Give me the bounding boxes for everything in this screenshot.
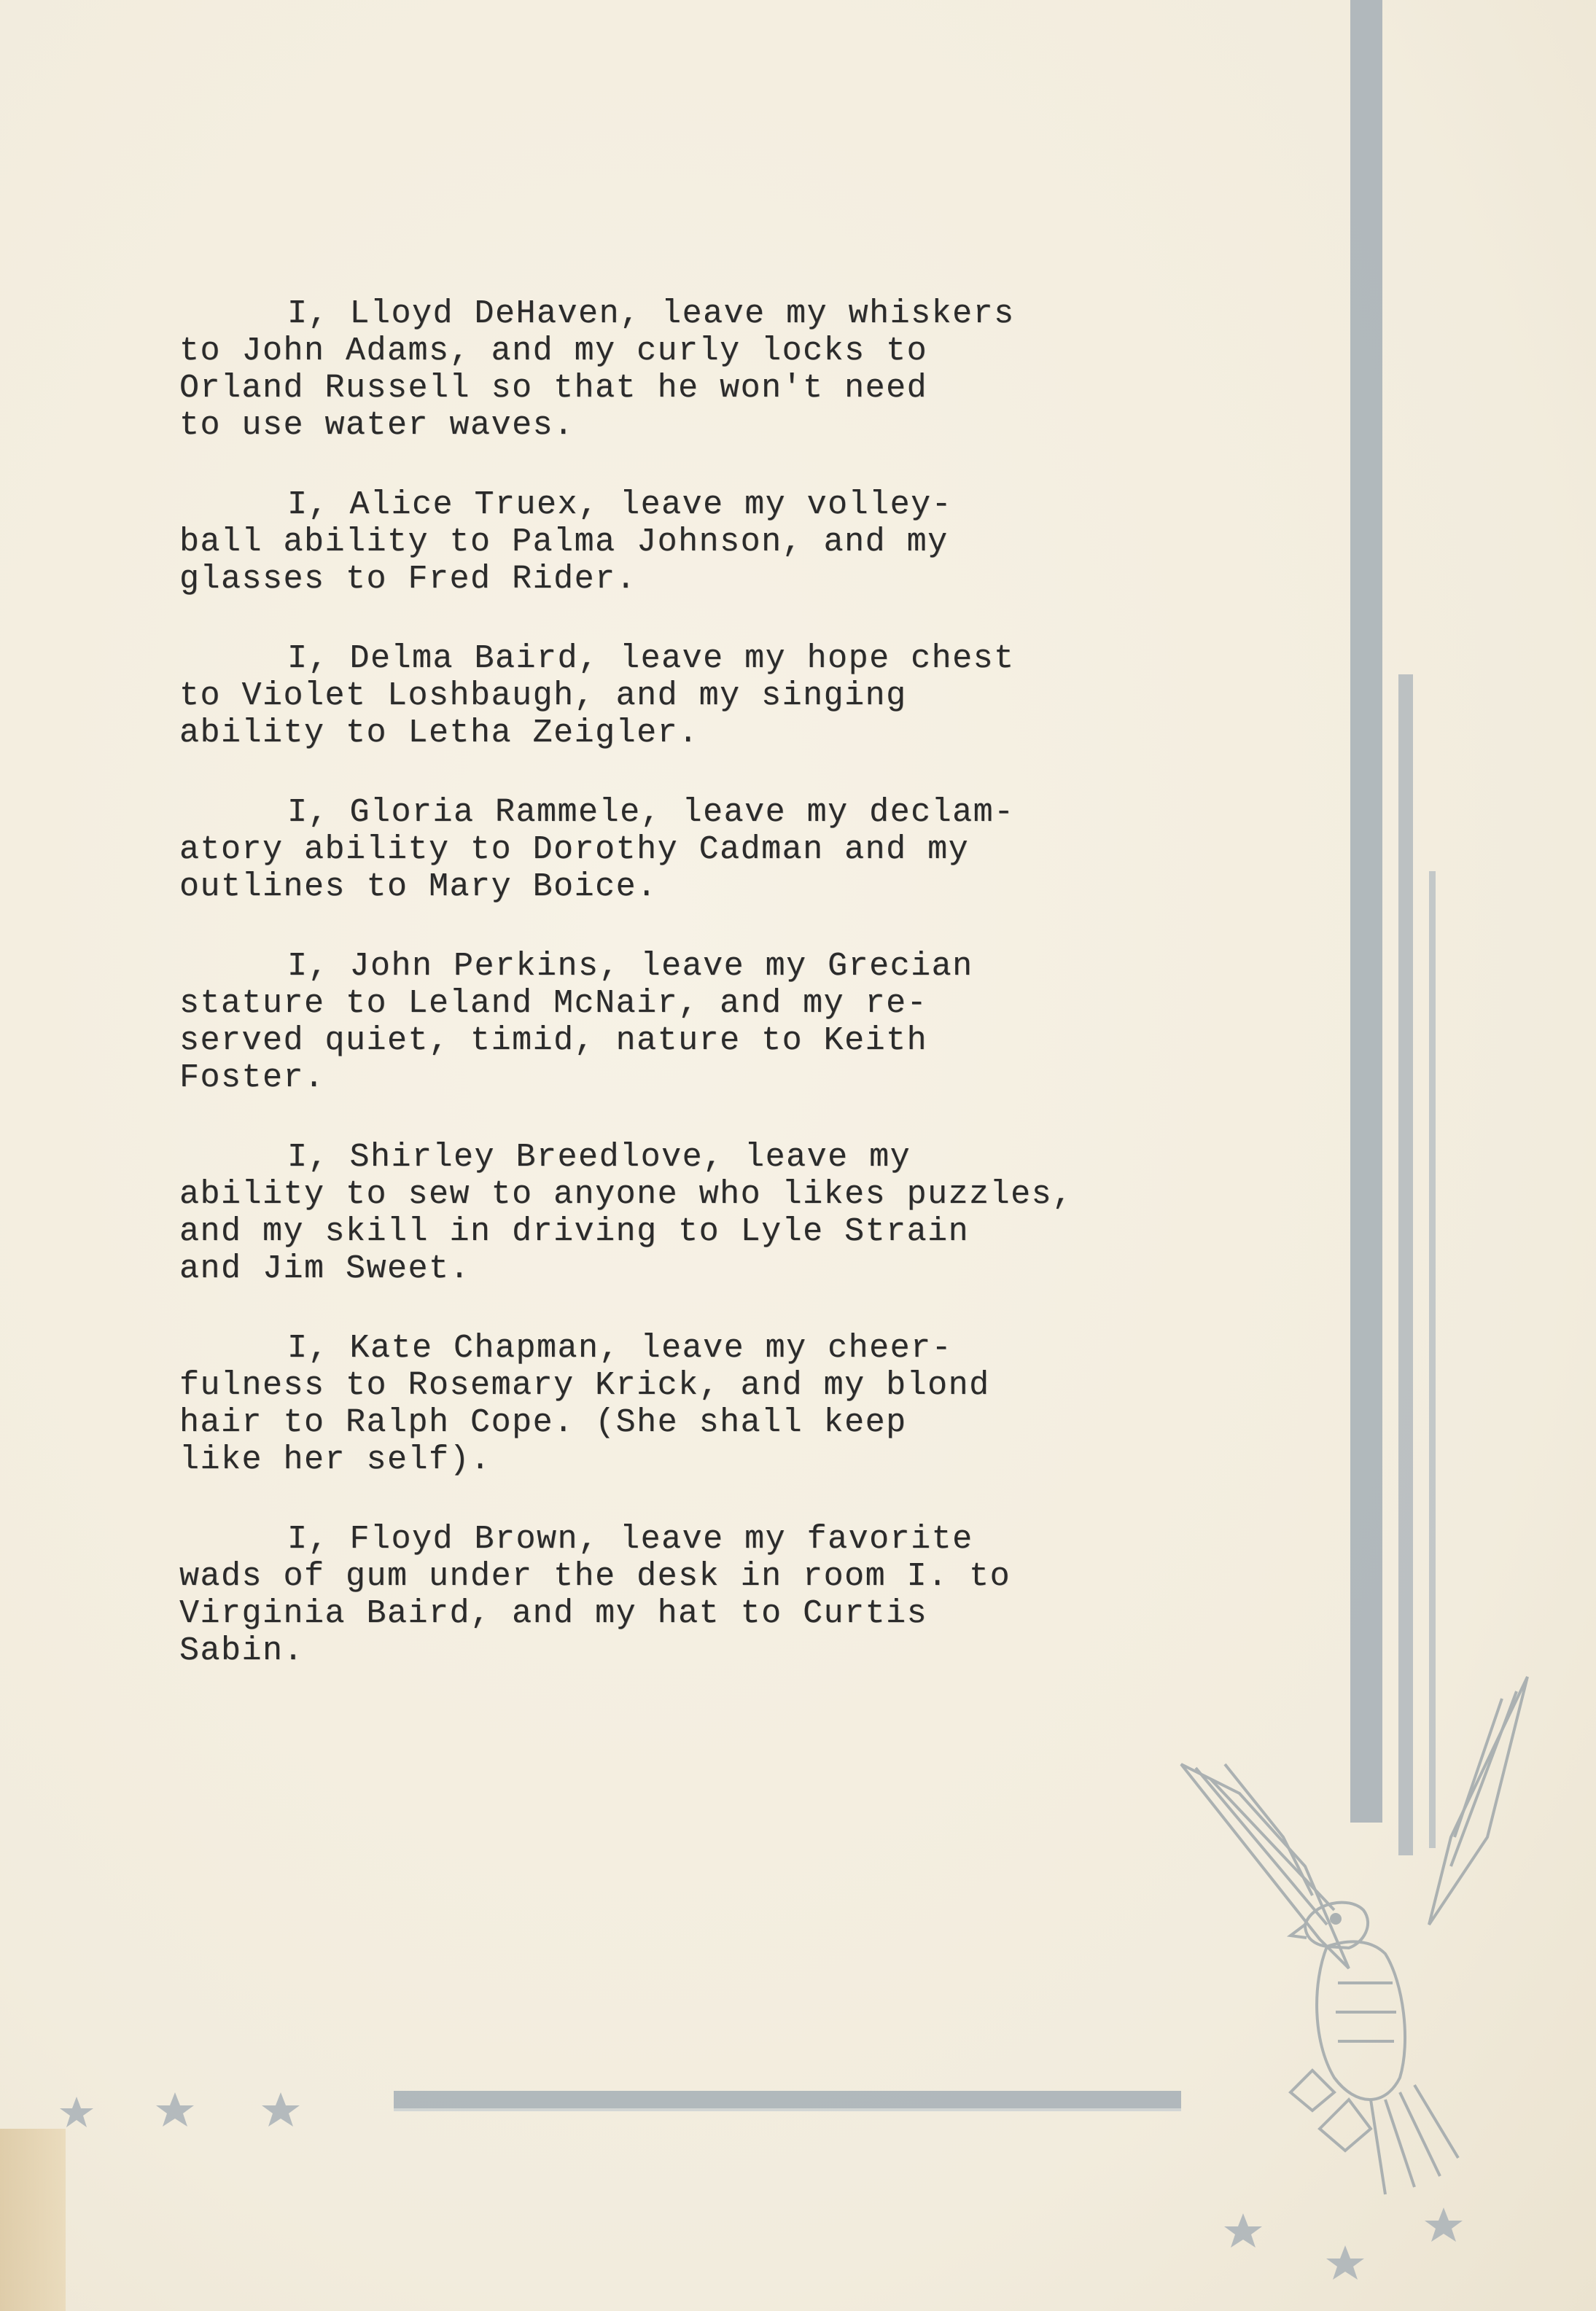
bequest-line: Foster. [179,1059,325,1096]
bequest-paragraph [179,794,1149,905]
bequest-line: to John Adams, and my curly locks to [179,332,928,370]
horizontal-rule-shadow [394,2108,1181,2111]
bequest-line: I, Delma Baird, leave my hope chest [287,640,1015,677]
bequest-line: and my skill in driving to Lyle Strain [179,1213,970,1250]
bequest-line: to Violet Loshbaugh, and my singing [179,677,907,714]
bequest-paragraph [179,640,1149,752]
bequest-line: I, Alice Truex, leave my volley- [287,486,953,523]
bequest-line: ball ability to Palma Johnson, and my [179,523,949,561]
vertical-stripe-mid [1398,674,1413,1855]
bequest-line: ability to Letha Zeigler. [179,714,699,752]
bequest-line: atory ability to Dorothy Cadman and my [179,831,970,868]
star-icon [1326,2245,1364,2280]
bequest-line: wads of gum under the desk in room I. to [179,1558,1011,1595]
bequest-paragraph [179,1521,1149,1669]
bequest-paragraph [179,1139,1149,1287]
bequest-paragraph [179,486,1149,598]
bequest-line: Virginia Baird, and my hat to Curtis [179,1595,928,1632]
bequest-line: hair to Ralph Cope. (She shall keep [179,1404,907,1441]
bequest-line: fulness to Rosemary Krick, and my blond [179,1367,990,1404]
bequest-line: I, John Perkins, leave my Grecian [287,948,973,985]
bequest-line: I, Kate Chapman, leave my cheer- [287,1330,953,1367]
star-icon [262,2092,300,2127]
bequest-line: served quiet, timid, nature to Keith [179,1022,928,1059]
bequest-line: I, Lloyd DeHaven, leave my whiskers [287,295,1015,332]
bequest-line: Sabin. [179,1632,305,1669]
bequest-paragraph [179,295,1149,444]
bequest-line: stature to Leland McNair, and my re- [179,985,928,1022]
bequest-line: I, Floyd Brown, leave my favorite [287,1521,973,1558]
bequest-line: to use water waves. [179,407,575,444]
vertical-stripe-wide [1350,0,1382,1823]
bequest-line: like her self). [179,1441,491,1478]
vertical-stripe-thin [1429,871,1436,1848]
tape-remnant [0,2129,66,2311]
star-icon [1425,2207,1463,2242]
star-icon [60,2097,93,2127]
bequest-line: glasses to Fred Rider. [179,561,637,598]
bequest-line: I, Shirley Breedlove, leave my [287,1139,911,1176]
bequest-list [179,295,1149,1712]
bequest-line: ability to sew to anyone who likes puzzles, [179,1176,1073,1213]
bequest-paragraph [179,1330,1149,1478]
bequest-paragraph [179,948,1149,1096]
bequest-line: I, Gloria Rammele, leave my declam- [287,794,1015,831]
horizontal-rule [394,2091,1181,2108]
star-icon [156,2092,194,2127]
bequest-line: and Jim Sweet. [179,1250,471,1287]
bequest-line: Orland Russell so that he won't need [179,370,928,407]
bequest-line: outlines to Mary Boice. [179,868,658,905]
star-icon [1224,2213,1262,2248]
